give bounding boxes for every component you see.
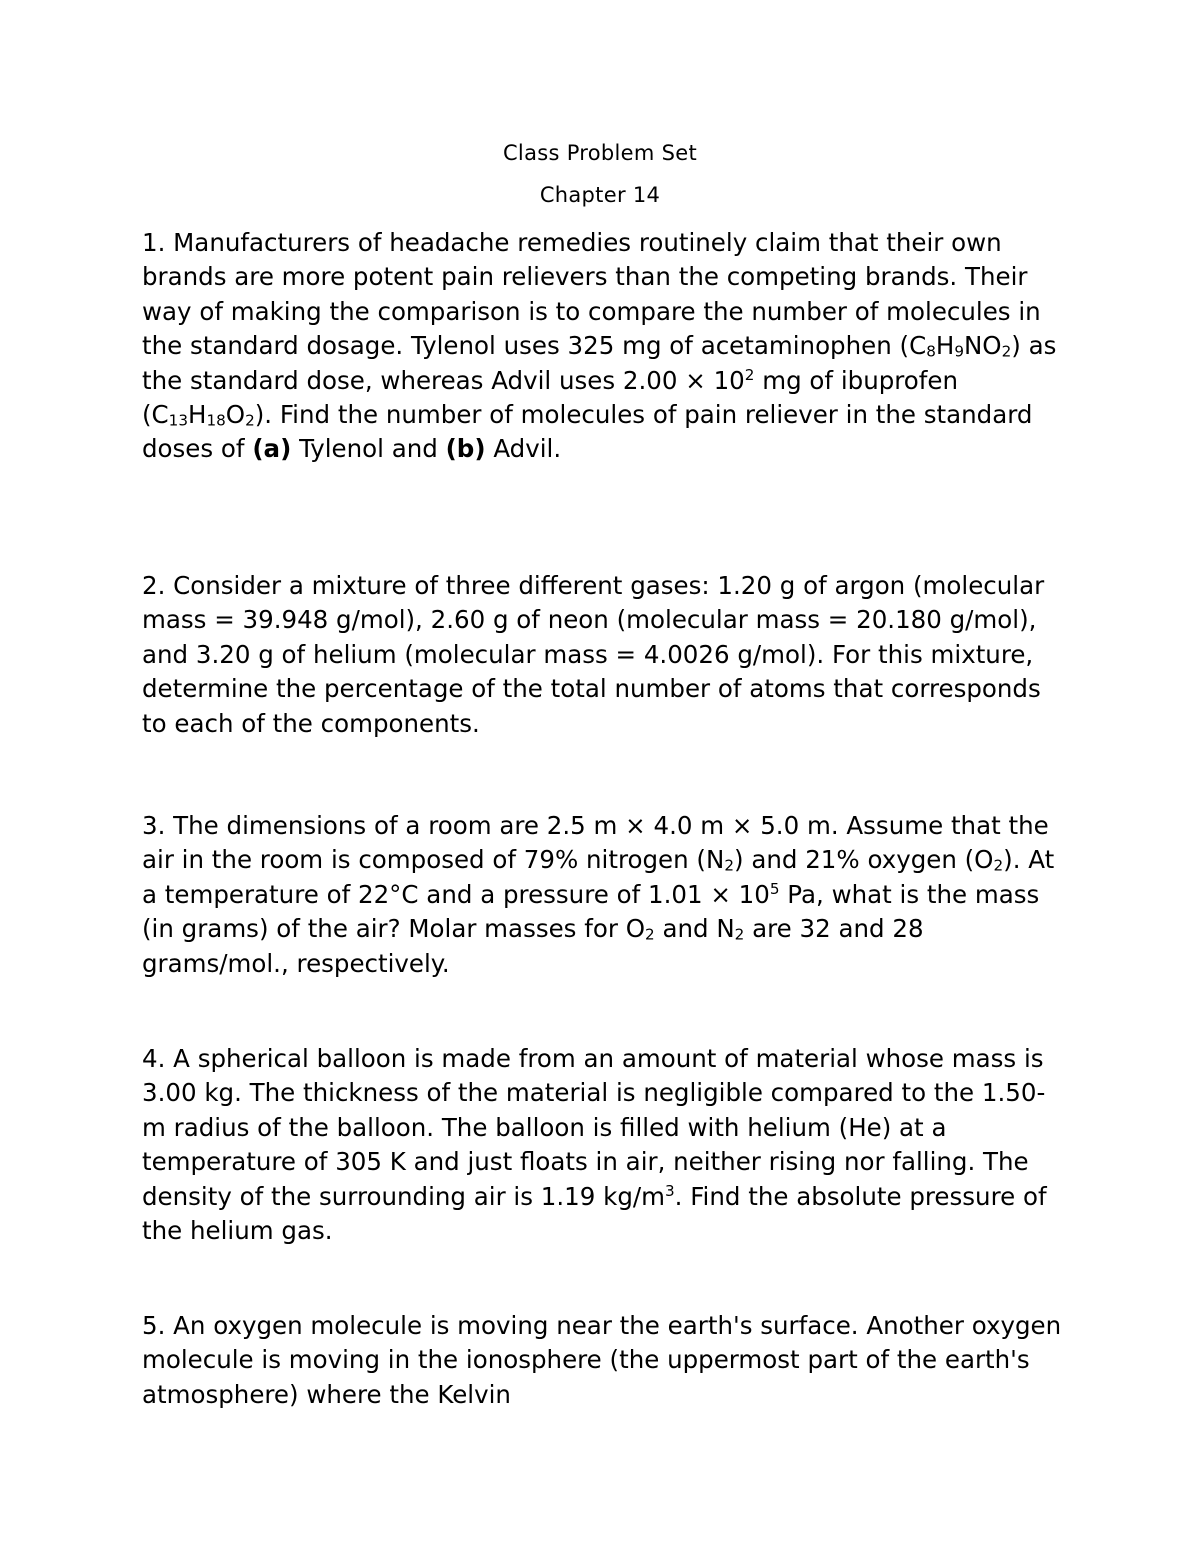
- subscript: 9: [954, 342, 964, 361]
- problem-1-text: Tylenol and: [291, 434, 446, 464]
- page-title: Class Problem Set: [502, 141, 698, 165]
- problem-3-text: Pa, what is the mass (in grams) of the air? Molar masses for O: [142, 879, 1040, 944]
- superscript: 2: [744, 365, 755, 384]
- problem-1-text: mg of ibuprofen (C: [142, 365, 959, 430]
- problem-1-text: ) as the standard dose, whereas Advil uses 2.00 × 10: [142, 331, 1057, 395]
- superscript: 5: [769, 879, 780, 898]
- problem-4: [142, 1042, 1062, 1248]
- problem-1-text: ). Find the number of molecules of pain reliever in the standard doses of: [142, 400, 1033, 464]
- problem-1: [142, 226, 1062, 467]
- problem-3: [142, 809, 1062, 981]
- subscript: 13: [168, 411, 188, 430]
- problem-1-text: 1. Manufacturers of headache remedies routinely claim that their own brands are more potent pain relievers than the competing brands. Their way of making the comparison is to compare the number of molecules in the standard dosage. Tylenol uses 325 mg of acetaminophen (C: [142, 228, 1041, 361]
- formula-text: O: [225, 400, 246, 430]
- subscript: 2: [724, 856, 734, 875]
- subscript: 2: [1001, 342, 1012, 361]
- problem-4-text: 4. A spherical balloon is made from an amount of material whose mass is 3.00 kg. The thickness of the material is negligible compared to the 1.50-m radius of the balloon. The balloon is filled with helium (He) at a temperature of 305 K and just floats in air, neither rising nor falling. The density of the surrounding air is 1.19 kg/m: [142, 1044, 1046, 1211]
- subscript: 2: [993, 856, 1004, 875]
- part-a-label: (a): [252, 434, 292, 464]
- subscript: 2: [644, 925, 655, 944]
- problem-5: 5. An oxygen molecule is moving near the earth's surface. Another oxygen molecule is moving in the ionosphere (the uppermost part of the earth's atmosphere) where the Kelvin: [142, 1311, 1062, 1409]
- problem-3-text: and N: [654, 914, 735, 944]
- problem-3-text: ). At a temperature of 22°C and a pressure of 1.01 × 10: [142, 845, 1055, 909]
- formula-text: H: [935, 331, 955, 361]
- formula-text: H: [188, 400, 207, 430]
- superscript: 3: [665, 1181, 675, 1200]
- part-b-label: (b): [445, 434, 486, 464]
- subscript: 18: [206, 411, 226, 430]
- problem-3-text: are 32 and 28 grams/mol., respectively.: [142, 914, 924, 978]
- subscript: 2: [734, 925, 745, 944]
- formula-text: NO: [963, 331, 1002, 361]
- subscript: 8: [926, 342, 936, 361]
- problem-2: 2. Consider a mixture of three different gases: 1.20 g of argon (molecular mass = 39.948 g/mol), 2.60 g of neon (molecular mass = 20.180 g/mol), and 3.20 g of helium (molecular mass = 4.0026 g/mol). For this mixture, determine the percentage of the total number of atoms that corresponds to each of the components.: [142, 571, 1045, 738]
- problem-3-text: ) and 21% oxygen (O: [733, 845, 994, 875]
- chapter-heading: Chapter 14: [539, 183, 661, 207]
- problem-4-text: . Find the absolute pressure of the helium gas.: [142, 1181, 1047, 1246]
- problem-1-text: Advil.: [485, 434, 562, 464]
- problem-3-text: 3. The dimensions of a room are 2.5 m × 4.0 m × 5.0 m. Assume that the air in the room is composed of 79% nitrogen (N: [142, 811, 1049, 875]
- subscript: 2: [245, 411, 255, 430]
